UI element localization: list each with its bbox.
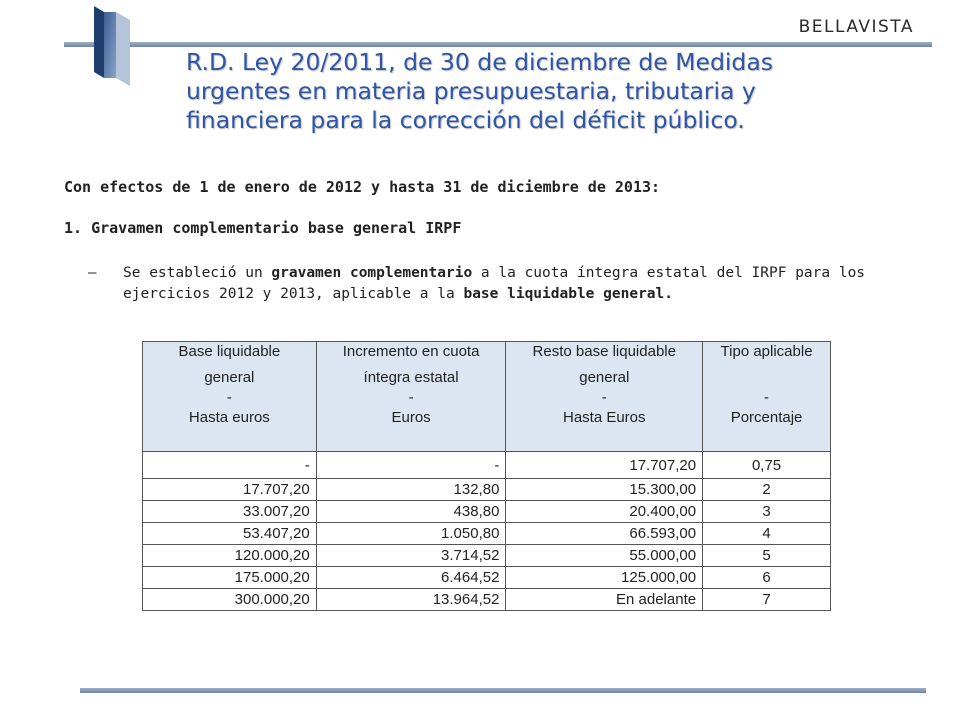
cell-resto-base: 55.000,00 (506, 545, 703, 567)
cell-tipo-aplicable: 3 (703, 501, 831, 523)
brand-name: BELLAVISTA (798, 17, 914, 37)
page-title (186, 48, 876, 135)
header-base-liquidable (143, 342, 317, 452)
header-line: general (204, 369, 255, 386)
cell-incremento-cuota: 132,80 (316, 479, 506, 501)
bullet-text-part: Se estableció un (123, 265, 272, 281)
table-row (143, 501, 831, 523)
header-line: Euros (391, 409, 431, 426)
bullet-bold-part: gravamen complementario (271, 265, 473, 281)
cell-base-liquidable: 17.707,20 (143, 479, 317, 501)
cell-base-liquidable: 300.000,20 (143, 589, 317, 611)
table-header-row (143, 342, 831, 452)
header-line: íntegra estatal (363, 369, 459, 386)
bullet-text-part: a la cuota íntegra estatal del IRPF para los ejercicios 2012 y 2013, aplicable a la (123, 265, 866, 302)
header-line: - (226, 389, 232, 406)
header-line: general (579, 369, 630, 386)
header-resto-base (506, 342, 703, 452)
bellavista-logo-icon (92, 6, 134, 88)
header-line: Base liquidable (178, 343, 281, 360)
cell-tipo-aplicable: 5 (703, 545, 831, 567)
footer-rule (80, 688, 926, 693)
cell-resto-base: 17.707,20 (506, 452, 703, 479)
cell-base-liquidable: 33.007,20 (143, 501, 317, 523)
cell-base-liquidable: - (143, 452, 317, 479)
cell-resto-base: En adelante (506, 589, 703, 611)
cell-tipo-aplicable: 4 (703, 523, 831, 545)
header-line: - (408, 389, 414, 406)
cell-resto-base: 15.300,00 (506, 479, 703, 501)
cell-tipo-aplicable: 2 (703, 479, 831, 501)
bullet-bold-part: base liquidable general. (463, 286, 673, 302)
header-line: Hasta euros (188, 409, 270, 426)
header-incremento-cuota (316, 342, 506, 452)
cell-tipo-aplicable: 7 (703, 589, 831, 611)
header-line: Tipo aplicable (720, 343, 813, 360)
cell-tipo-aplicable: 6 (703, 567, 831, 589)
header-line: Incremento en cuota (342, 343, 480, 360)
cell-incremento-cuota: 13.964,52 (316, 589, 506, 611)
cell-base-liquidable: 53.407,20 (143, 523, 317, 545)
table-row (143, 523, 831, 545)
cell-incremento-cuota: 6.464,52 (316, 567, 506, 589)
cell-base-liquidable: 175.000,20 (143, 567, 317, 589)
header-line: - (764, 389, 770, 406)
table-row (143, 589, 831, 611)
cell-base-liquidable: 120.000,20 (143, 545, 317, 567)
cell-incremento-cuota: 438,80 (316, 501, 506, 523)
cell-incremento-cuota: 3.714,52 (316, 545, 506, 567)
title-line: financiera para la corrección del déficit público. (186, 106, 745, 134)
table-row (143, 479, 831, 501)
cell-tipo-aplicable: 0,75 (703, 452, 831, 479)
table-row (143, 452, 831, 479)
header-line: Resto base liquidable (532, 343, 676, 360)
title-line: R.D. Ley 20/2011, de 30 de diciembre de Medidas (186, 48, 773, 76)
table-row (143, 567, 831, 589)
header-line: Porcentaje (730, 409, 803, 426)
header-rule (64, 42, 932, 47)
title-line: urgentes en materia presupuestaria, tributaria y (186, 77, 756, 105)
header-tipo-aplicable (703, 342, 831, 452)
section-heading: Con efectos de 1 de enero de 2012 y hasta 31 de diciembre de 2013: (64, 178, 661, 196)
cell-incremento-cuota: - (316, 452, 506, 479)
subheading: 1. Gravamen complementario base general IRPF (64, 219, 462, 237)
header-line: - (601, 389, 607, 406)
cell-incremento-cuota: 1.050,80 (316, 523, 506, 545)
cell-resto-base: 125.000,00 (506, 567, 703, 589)
table-row (143, 545, 831, 567)
bullet-text (123, 263, 903, 305)
cell-resto-base: 20.400,00 (506, 501, 703, 523)
bullet-marker: – (88, 265, 97, 281)
header-line: Hasta Euros (562, 409, 646, 426)
irpf-rates-table (142, 341, 831, 611)
header-line (709, 368, 824, 388)
cell-resto-base: 66.593,00 (506, 523, 703, 545)
